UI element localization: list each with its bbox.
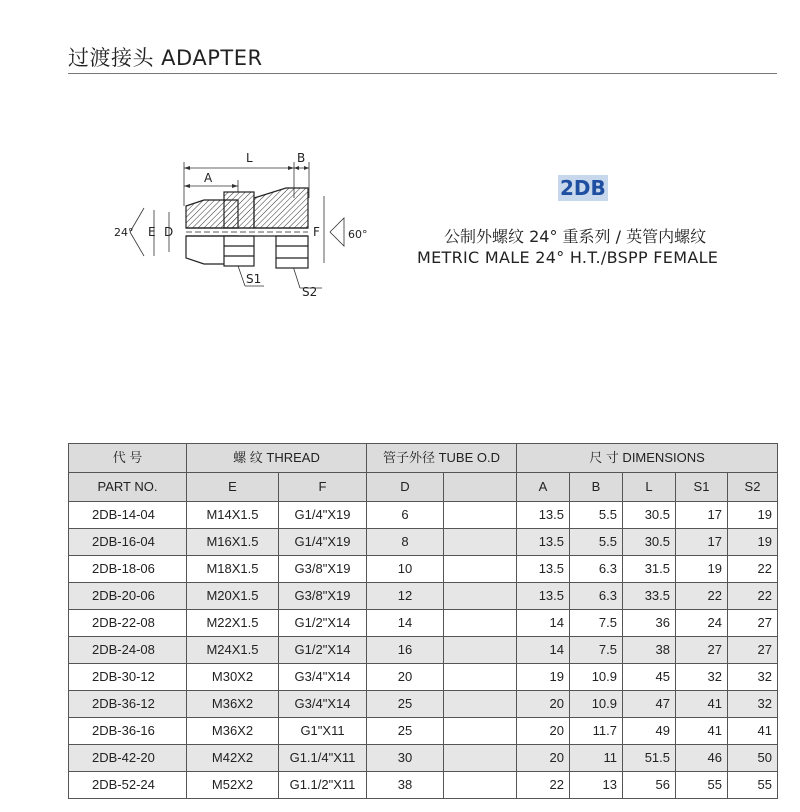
table-cell — [444, 502, 517, 529]
label-S1: S1 — [246, 272, 262, 286]
column-header: PART NO. — [69, 473, 187, 502]
table-cell: M20X1.5 — [187, 583, 279, 610]
table-cell: 11.7 — [570, 718, 623, 745]
table-cell: G3/8"X19 — [279, 556, 367, 583]
table-cell: M24X1.5 — [187, 637, 279, 664]
table-cell: 17 — [676, 502, 728, 529]
table-cell: 7.5 — [570, 610, 623, 637]
table-cell: 14 — [517, 637, 570, 664]
table-cell: 41 — [728, 718, 778, 745]
table-cell: 6.3 — [570, 583, 623, 610]
table-cell: 2DB-24-08 — [69, 637, 187, 664]
table-cell: 13.5 — [517, 529, 570, 556]
table-cell: 20 — [517, 691, 570, 718]
column-header: D — [367, 473, 444, 502]
column-header — [444, 473, 517, 502]
table-cell: 7.5 — [570, 637, 623, 664]
table-cell: 19 — [517, 664, 570, 691]
table-cell: 20 — [367, 664, 444, 691]
table-cell: G1"X11 — [279, 718, 367, 745]
fitting-body — [186, 188, 308, 268]
table-cell — [444, 691, 517, 718]
table-cell: 2DB-22-08 — [69, 610, 187, 637]
table-cell: 30.5 — [623, 502, 676, 529]
table-cell: 13.5 — [517, 502, 570, 529]
table-cell: 41 — [676, 691, 728, 718]
column-header: F — [279, 473, 367, 502]
table-cell: 2DB-18-06 — [69, 556, 187, 583]
table-cell: 41 — [676, 718, 728, 745]
table-cell: 31.5 — [623, 556, 676, 583]
table-cell: 2DB-30-12 — [69, 664, 187, 691]
column-header: L — [623, 473, 676, 502]
table-cell: 50 — [728, 745, 778, 772]
table-row — [69, 772, 778, 799]
adapter-diagram — [108, 148, 390, 300]
label-E: E — [148, 225, 156, 239]
table-cell: G3/4"X14 — [279, 664, 367, 691]
table-cell: 27 — [676, 637, 728, 664]
table-cell: M36X2 — [187, 691, 279, 718]
table-cell: G1/4"X19 — [279, 529, 367, 556]
table-cell: G1/2"X14 — [279, 637, 367, 664]
table-cell: 32 — [728, 691, 778, 718]
table-cell: 2DB-14-04 — [69, 502, 187, 529]
title-divider — [68, 73, 777, 74]
table-cell: 14 — [367, 610, 444, 637]
table-cell: 2DB-36-12 — [69, 691, 187, 718]
table-cell: 27 — [728, 610, 778, 637]
table-cell: 55 — [676, 772, 728, 799]
table-cell — [444, 556, 517, 583]
table-cell: M16X1.5 — [187, 529, 279, 556]
table-cell: 38 — [623, 637, 676, 664]
group-header-code: 代 号 — [69, 444, 187, 473]
table-cell: 49 — [623, 718, 676, 745]
table-cell — [444, 583, 517, 610]
table-cell: 19 — [728, 502, 778, 529]
table-cell: 2DB-42-20 — [69, 745, 187, 772]
table-cell — [444, 664, 517, 691]
table-cell — [444, 610, 517, 637]
table-cell: 5.5 — [570, 529, 623, 556]
table-cell: G3/4"X14 — [279, 691, 367, 718]
dimension-arrows — [184, 166, 309, 188]
table-cell: 20 — [517, 718, 570, 745]
table-row — [69, 610, 778, 637]
table-cell: 6.3 — [570, 556, 623, 583]
table-cell: 13 — [570, 772, 623, 799]
group-header-thread: 螺 纹 THREAD — [187, 444, 367, 473]
column-header: S2 — [728, 473, 778, 502]
table-cell — [444, 745, 517, 772]
label-60deg: 60° — [348, 228, 368, 241]
table-cell: 6 — [367, 502, 444, 529]
table-cell: 11 — [570, 745, 623, 772]
table-cell: 45 — [623, 664, 676, 691]
table-cell: M42X2 — [187, 745, 279, 772]
table-cell: 17 — [676, 529, 728, 556]
table-cell: M30X2 — [187, 664, 279, 691]
table-cell: 5.5 — [570, 502, 623, 529]
table-cell: 13.5 — [517, 556, 570, 583]
table-cell: 33.5 — [623, 583, 676, 610]
table-cell: G1.1/2"X11 — [279, 772, 367, 799]
table-cell: 22 — [728, 583, 778, 610]
table-cell: 22 — [728, 556, 778, 583]
table-row — [69, 664, 778, 691]
table-cell: 12 — [367, 583, 444, 610]
table-cell: 30 — [367, 745, 444, 772]
table-cell: 38 — [367, 772, 444, 799]
table-cell — [444, 718, 517, 745]
table-cell: G3/8"X19 — [279, 583, 367, 610]
table-cell: 25 — [367, 718, 444, 745]
table-cell: 32 — [676, 664, 728, 691]
table-row — [69, 637, 778, 664]
group-header-dimensions: 尺 寸 DIMENSIONS — [517, 444, 778, 473]
table-row — [69, 745, 778, 772]
table-cell: M22X1.5 — [187, 610, 279, 637]
table-cell: 14 — [517, 610, 570, 637]
table-row — [69, 583, 778, 610]
table-cell: 10.9 — [570, 691, 623, 718]
page-title: 过渡接头 ADAPTER — [68, 46, 263, 70]
table-cell: 2DB-52-24 — [69, 772, 187, 799]
table-column-header-row — [69, 473, 778, 502]
table-row — [69, 691, 778, 718]
table-cell: M52X2 — [187, 772, 279, 799]
table-cell: 36 — [623, 610, 676, 637]
specification-table — [68, 443, 778, 799]
label-A: A — [204, 171, 213, 185]
column-header: A — [517, 473, 570, 502]
table-cell: 16 — [367, 637, 444, 664]
table-cell: 2DB-16-04 — [69, 529, 187, 556]
table-cell: 55 — [728, 772, 778, 799]
label-F: F — [313, 225, 320, 239]
table-cell: 56 — [623, 772, 676, 799]
column-header: S1 — [676, 473, 728, 502]
table-cell: 47 — [623, 691, 676, 718]
table-cell: 10 — [367, 556, 444, 583]
table-cell: 20 — [517, 745, 570, 772]
table-row — [69, 529, 778, 556]
description-english: METRIC MALE 24° H.T./BSPP FEMALE — [417, 248, 719, 267]
table-cell — [444, 772, 517, 799]
table-cell: 22 — [676, 583, 728, 610]
table-cell: 27 — [728, 637, 778, 664]
table-cell: G1.1/4"X11 — [279, 745, 367, 772]
table-cell: 46 — [676, 745, 728, 772]
table-cell: M14X1.5 — [187, 502, 279, 529]
table-body — [69, 502, 778, 799]
table-cell: M36X2 — [187, 718, 279, 745]
table-row — [69, 556, 778, 583]
column-header: E — [187, 473, 279, 502]
table-cell: 8 — [367, 529, 444, 556]
table-row — [69, 718, 778, 745]
table-cell: 22 — [517, 772, 570, 799]
label-D: D — [164, 225, 174, 239]
table-cell — [444, 637, 517, 664]
table-cell: G1/4"X19 — [279, 502, 367, 529]
table-cell: G1/2"X14 — [279, 610, 367, 637]
table-row — [69, 502, 778, 529]
group-header-tube-od: 管子外径 TUBE O.D — [367, 444, 517, 473]
table-cell: 19 — [728, 529, 778, 556]
table-cell: 2DB-36-16 — [69, 718, 187, 745]
table-cell: M18X1.5 — [187, 556, 279, 583]
table-cell: 30.5 — [623, 529, 676, 556]
table-cell: 2DB-20-06 — [69, 583, 187, 610]
label-L: L — [246, 151, 253, 165]
product-code: 2DB — [560, 176, 606, 200]
table-cell: 32 — [728, 664, 778, 691]
table-cell: 24 — [676, 610, 728, 637]
table-cell: 51.5 — [623, 745, 676, 772]
column-header: B — [570, 473, 623, 502]
label-B: B — [297, 151, 306, 165]
description-chinese: 公制外螺纹 24° 重系列 / 英管内螺纹 — [444, 227, 707, 246]
table-cell: 25 — [367, 691, 444, 718]
label-24deg: 24° — [114, 226, 134, 239]
table-cell: 10.9 — [570, 664, 623, 691]
table-cell: 13.5 — [517, 583, 570, 610]
table-group-header-row — [69, 444, 778, 473]
table-cell — [444, 529, 517, 556]
table-cell: 19 — [676, 556, 728, 583]
label-S2: S2 — [302, 285, 318, 299]
